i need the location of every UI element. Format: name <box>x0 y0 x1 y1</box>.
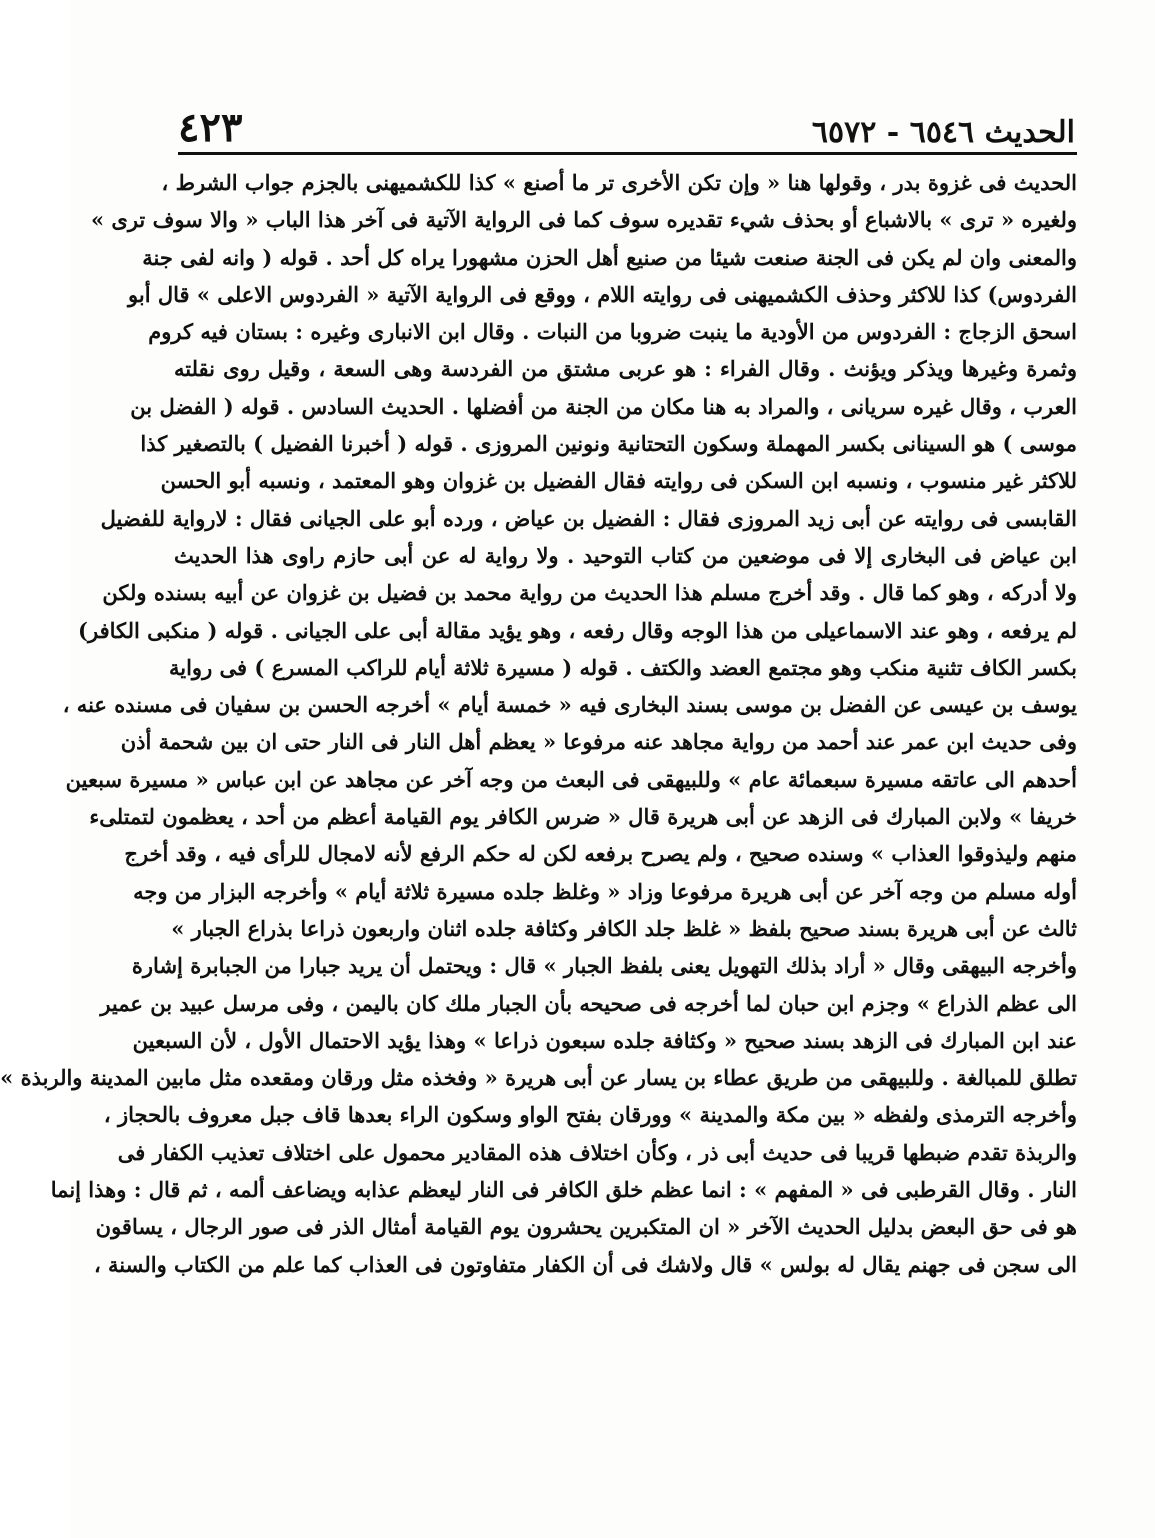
text-line: ثالث عن أبى هريرة بسند صحيح بلفظ « غلظ جلد الكافر وكثافة جلده اثنان واربعون ذراعا بذراع الجبار » <box>171 915 1077 941</box>
text-line: والربذة تقدم ضبطها قريبا فى حديث أبى ذر ، وكأن اختلاف هذه المقادير محمول على اختلاف تعذيب الكفار فى <box>117 1139 1077 1165</box>
text-line: وفى حديث ابن عمر عند أحمد من رواية مجاهد عنه مرفوعا « يعظم أهل النار فى النار حتى ان بين شحمة أذن <box>120 729 1077 755</box>
text-line: الحديث فى غزوة بدر ، وقولها هنا « وإن تكن الأخرى تر ما أصنع » كذا للكشميهنى بالجزم جواب الشرط ، <box>161 170 1077 195</box>
text-line: ولغيره « ترى » بالاشباع أو بحذف شيء تقديره سوف كما فى الرواية الآتية فى آخر هذا الباب « والا سوف ترى » <box>90 207 1077 233</box>
body-text <box>0 164 1077 1283</box>
text-line: وأخرجه البيهقى وقال « أراد بذلك التهويل يعنى بلفظ الجبار » قال : ويحتمل أن يريد جبارا من الجبابرة إشارة <box>131 953 1077 979</box>
text-line: بكسر الكاف تثنية منكب وهو مجتمع العضد والكتف . قوله ( مسيرة ثلاثة أيام للراكب المسرع ) فى رواية <box>168 654 1077 680</box>
text-line: يوسف بن عيسى عن الفضل بن موسى بسند البخارى فيه « خمسة أيام » أخرجه الحسن بن سفيان فى مسنده عنه ، <box>62 692 1077 718</box>
text-line: الى عظم الذراع » وجزم ابن حبان لما أخرجه فى صحيحه بأن الجبار ملك كان باليمن ، وفى مرسل عبيد بن عمير <box>100 990 1077 1016</box>
text-line: موسى ) هو السينانى بكسر المهملة وسكون التحتانية ونونين المروزى . قوله ( أخبرنا الفضيل ) بالتصغير كذا <box>140 431 1077 457</box>
text-line: منهم وليذوقوا العذاب » وسنده صحيح ، ولم يصرح برفعه لكن له حكم الرفع لأنه لامجال للرأى فيه ، وقد أخرج <box>124 841 1077 867</box>
text-line: هو فى حق البعض بدليل الحديث الآخر « ان المتكبرين يحشرون يوم القيامة أمثال الذر فى صور الرجال ، يساقون <box>95 1214 1077 1240</box>
text-line: للاكثر غير منسوب ، ونسبه ابن السكن فى روايته فقال الفضيل بن غزوان وهو المعتمد ، ونسبه أبو الحسن <box>160 468 1077 494</box>
running-title: الحديث ٦٥٤٦ - ٦٥٧٢ <box>811 115 1075 150</box>
text-line: والمعنى وان لم يكن فى الجنة صنعت شيئا من صنيع أهل الحزن مشهورا يراه كل أحد . قوله ( وانه لفى جنة <box>142 244 1077 270</box>
text-line: الفردوس) كذا للاكثر وحذف الكشميهنى فى روايته اللام ، ووقع فى الرواية الآتية « الفردوس الاعلى » قال أبو <box>128 281 1077 307</box>
text-line: تطلق للمبالغة . وللبيهقى من طريق عطاء بن يسار عن أبى هريرة « وفخذه مثل ورقان ومقعده مثل مابين المدينة والربذة » <box>0 1065 1077 1091</box>
text-line: أوله مسلم من وجه آخر عن أبى هريرة مرفوعا وزاد « وغلظ جلده مسيرة ثلاثة أيام » وأخرجه البزار من وجه <box>133 878 1077 904</box>
text-line: ابن عياض فى البخارى إلا فى موضعين من كتاب التوحيد . ولا رواية له عن أبى حازم راوى هذا الحديث <box>174 542 1077 568</box>
text-line: القابسى فى روايته عن أبى زيد المروزى فقال : الفضيل بن عياض ، ورده أبو على الجيانى فقال : لارواية للفضيل <box>100 505 1077 531</box>
text-line: خريفا » ولابن المبارك فى الزهد عن أبى هريرة قال « ضرس الكافر يوم القيامة أعظم من أحد ، يعظمون لتمتلىء <box>89 804 1077 830</box>
page-number: ٤٢٣ <box>178 104 243 151</box>
text-line: أحدهم الى عاتقه مسيرة سبعمائة عام » وللبيهقى فى البعث من وجه آخر عن مجاهد عن ابن عباس « مسيرة سبعين <box>65 766 1077 792</box>
header-rule <box>178 152 1077 155</box>
text-line: العرب ، وقال غيره سريانى ، والمراد به هنا مكان من الجنة من أفضلها . الحديث السادس . قوله ( الفضل بن <box>130 393 1077 419</box>
text-line: لم يرفعه ، وهو عند الاسماعيلى من هذا الوجه وقال رفعه ، وهو يؤيد مقالة أبى على الجيانى . قوله ( منكبى الكافر) <box>78 617 1077 643</box>
text-line: وأخرجه الترمذى ولفظه « بين مكة والمدينة » وورقان بفتح الواو وسكون الراء بعدها قاف جبل معروف بالحجاز ، <box>103 1102 1077 1128</box>
text-line: اسحق الزجاج : الفردوس من الأودية ما ينبت ضروبا من النبات . وقال ابن الانبارى وغيره : بستان فيه كروم <box>148 319 1077 345</box>
text-line: ولا أدركه ، وهو كما قال . وقد أخرج مسلم هذا الحديث من رواية محمد بن فضيل بن غزوان عن أبيه بسنده ولكن <box>102 580 1077 606</box>
text-line: وثمرة وغيرها ويذكر ويؤنث . وقال الفراء : هو عربى مشتق من الفردسة وهى السعة ، وقيل روى نقلته <box>174 356 1077 382</box>
text-line: الى سجن فى جهنم يقال له بولس » قال ولاشك فى أن الكفار متفاوتون فى العذاب كما علم من الكتاب والسنة ، <box>93 1251 1077 1277</box>
text-line: عند ابن المبارك فى الزهد بسند صحيح « وكثافة جلده سبعون ذراعا » وهذا يؤيد الاحتمال الأول ، لأن السبعين <box>132 1027 1077 1053</box>
text-line: النار . وقال القرطبى فى « المفهم » : انما عظم خلق الكافر فى النار ليعظم عذابه ويضاعف ألمه ، ثم قال : وهذا إنما <box>50 1177 1077 1203</box>
page-header <box>178 98 1075 151</box>
